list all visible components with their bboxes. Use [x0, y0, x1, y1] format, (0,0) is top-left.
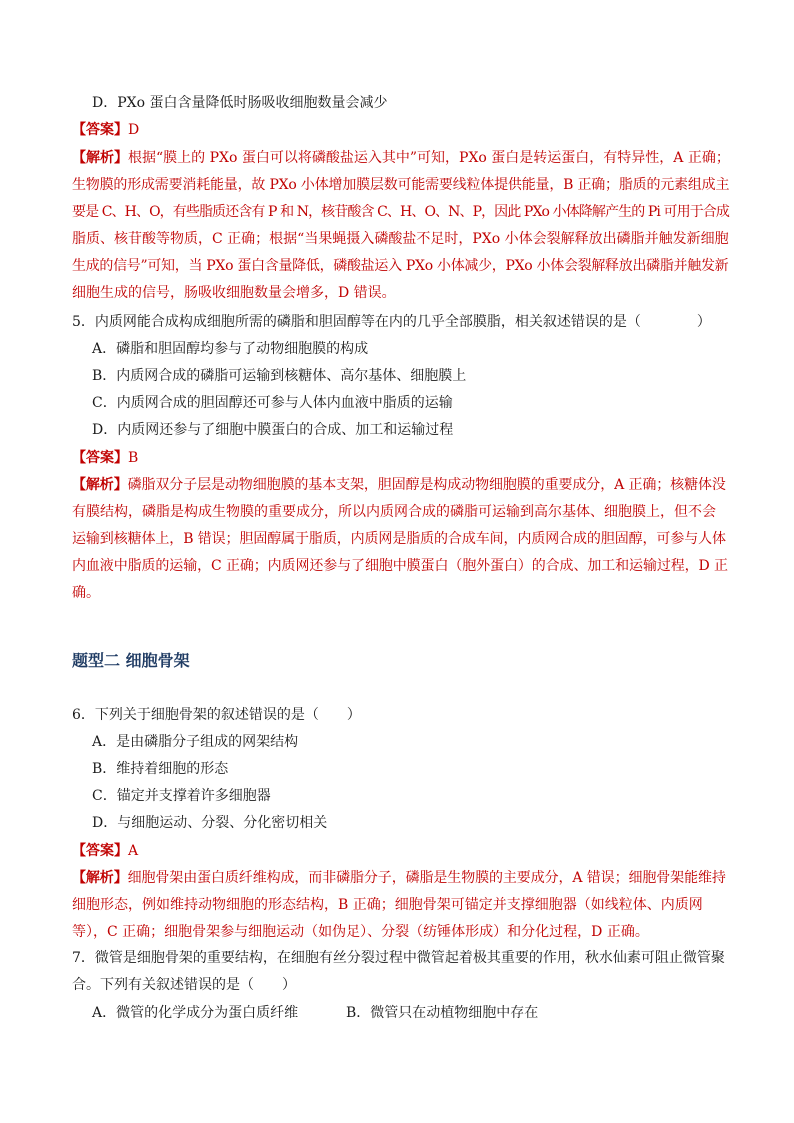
analysis-tag: 【解析】	[72, 477, 128, 493]
answer-tag: 【答案】	[72, 450, 128, 466]
answer-value: A	[128, 843, 139, 859]
q6-analysis-line-3: 等），C 正确；细胞骨架参与细胞运动（如伪足）、分裂（纺锤体形成）和分化过程，D 正确。	[72, 924, 649, 940]
q4-answer	[72, 120, 139, 140]
q7-stem-line-2: 合。下列有关叙述错误的是（ ）	[72, 977, 296, 993]
answer-tag: 【答案】	[72, 843, 128, 859]
q4-analysis-line-4: 脂质、核苷酸等物质，C 正确；根据“当果蝇摄入磷酸盐不足时，PXo 小体会裂解释放出磷脂并触发新细胞	[72, 231, 729, 247]
q7-stem-line-1: 7．微管是细胞骨架的重要结构，在细胞有丝分裂过程中微管起着极其重要的作用，秋水仙素可阻止微管聚	[72, 950, 725, 966]
q6-stem: 6．下列关于细胞骨架的叙述错误的是（ ）	[72, 707, 361, 723]
analysis-tag: 【解析】	[72, 870, 128, 886]
q5-option-c: C．内质网合成的胆固醇还可参与人体内血液中脂质的运输	[92, 395, 453, 411]
q5-stem: 5．内质网能合成构成细胞所需的磷脂和胆固醇等在内的几乎全部膜脂，相关叙述错误的是（ ）	[72, 314, 711, 330]
q6-option-a: A．是由磷脂分子组成的网架结构	[92, 734, 299, 750]
q6-analysis-line-2: 细胞形态，例如维持动物细胞的形态结构，B 正确；细胞骨架可锚定并支撑细胞器（如线粒体、内质网	[72, 897, 703, 913]
q5-option-d: D．内质网还参与了细胞中膜蛋白的合成、加工和运输过程	[92, 422, 454, 438]
q4-analysis-line-1	[72, 148, 730, 168]
section-heading: 题型二 细胞骨架	[72, 651, 190, 670]
q6-option-b: B．维持着细胞的形态	[92, 761, 229, 777]
q4-analysis-line-2: 生物膜的形成需要消耗能量，故 PXo 小体增加膜层数可能需要线粒体提供能量，B 正确；脂质的元素组成主	[72, 177, 730, 193]
q6-answer	[72, 841, 138, 861]
analysis-text: 根据“膜上的 PXo 蛋白可以将磷酸盐运入其中”可知，PXo 蛋白是转运蛋白，有特异性，A 正确；	[128, 150, 730, 166]
analysis-tag: 【解析】	[72, 150, 128, 166]
q6-option-c: C．锚定并支撑着许多细胞器	[92, 788, 271, 804]
analysis-text: 磷脂双分子层是动物细胞膜的基本支架，胆固醇是构成动物细胞膜的重要成分，A 正确；核糖体没	[127, 477, 726, 493]
q4-option-d: D．PXo 蛋白含量降低时肠吸收细胞数量会减少	[92, 95, 388, 111]
q4-analysis-line-5: 生成的信号”可知，当 PXo 蛋白含量降低，磷酸盐运入 PXo 小体减少，PXo 小体会裂解释放出磷脂并触发新	[72, 258, 729, 274]
q4-analysis-line-3: 要是 C、H、O，有些脂质还含有 P 和 N，核苷酸含 C、H、O、N、P，因此 PXo 小体降解产生的 Pi 可用于合成	[72, 204, 729, 220]
q7-option-a: A．微管的化学成分为蛋白质纤维	[92, 1005, 299, 1021]
q6-option-d: D．与细胞运动、分裂、分化密切相关	[92, 815, 328, 831]
answer-value: B	[128, 450, 139, 466]
q5-analysis-line-5: 确。	[72, 585, 100, 601]
answer-value: D	[128, 122, 140, 138]
q6-analysis-line-1	[72, 868, 726, 888]
q5-analysis-line-3: 运输到核糖体上，B 错误；胆固醇属于脂质，内质网是脂质的合成车间，内质网合成的胆固醇，可参与人体	[72, 531, 726, 547]
q5-analysis-line-4: 内血液中脂质的运输，C 正确；内质网还参与了细胞中膜蛋白（胞外蛋白）的合成、加工和运输过程，D 正	[72, 558, 728, 574]
q5-analysis-line-2: 有膜结构，磷脂是构成生物膜的重要成分，所以内质网合成的磷脂可运输到高尔基体、细胞膜上，但不会	[72, 504, 716, 520]
q5-option-a: A．磷脂和胆固醇均参与了动物细胞膜的构成	[92, 341, 369, 357]
q5-analysis-line-1	[72, 475, 726, 495]
q5-option-b: B．内质网合成的磷脂可运输到核糖体、高尔基体、细胞膜上	[92, 368, 467, 384]
analysis-text: 细胞骨架由蛋白质纤维构成，而非磷脂分子，磷脂是生物膜的主要成分，A 错误；细胞骨架能维持	[127, 870, 726, 886]
answer-tag: 【答案】	[72, 122, 128, 138]
q7-option-b: B．微管只在动植物细胞中存在	[346, 1005, 539, 1021]
q4-analysis-line-6: 细胞生成的信号，肠吸收细胞数量会增多，D 错误。	[72, 285, 396, 301]
q5-answer	[72, 448, 138, 468]
